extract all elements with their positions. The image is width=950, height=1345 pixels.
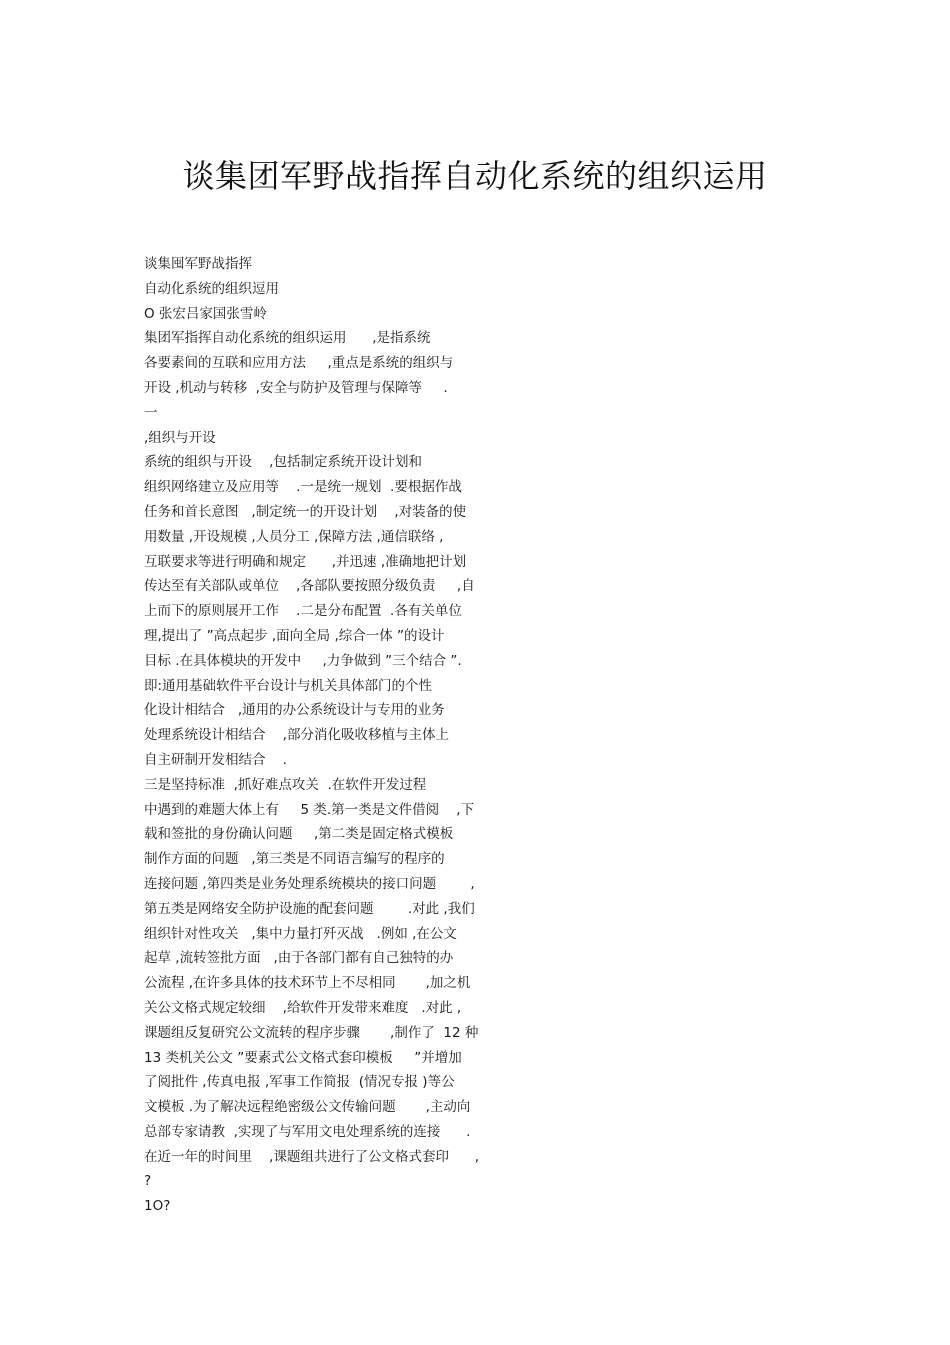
text-line: 制作方面的问题 ,第三类是不同语言编写的程序的 bbox=[144, 851, 445, 868]
text-line: 集团军指挥自动化系统的组织运用 ,是指系统 bbox=[144, 330, 431, 347]
text-line: O 张宏吕家国张雪岭 bbox=[144, 305, 267, 322]
text-line: 中遇到的难题大体上有 5 类.第一类是文件借阅 ,下 bbox=[144, 801, 475, 818]
text-line: 了阅批件 ,传真电报 ,军事工作简报 (情况专报 )等公 bbox=[144, 1074, 455, 1091]
text-line: 化设计相结合 ,通用的办公系统设计与专用的业务 bbox=[144, 702, 445, 719]
text-line: 系统的组织与开设 ,包括制定系统开设计划和 bbox=[144, 454, 422, 471]
text-line: 文模板 .为了解决远程绝密级公文传输问题 ,主动向 bbox=[144, 1099, 471, 1116]
text-line: 用数量 ,开设规模 ,人员分工 ,保障方法 ,通信联络 , bbox=[144, 528, 444, 545]
text-line: 自主研制开发相结合 . bbox=[144, 751, 287, 768]
text-line: 在近一年的时间里 ,课题组共进行了公文格式套印 , bbox=[144, 1148, 479, 1165]
text-line: 谈集囤军野战指挥 bbox=[144, 256, 252, 272]
text-line: 第五类是网络安全防护设施的配套问题 .对此 ,我们 bbox=[144, 900, 475, 917]
text-line: 起草 ,流转签批方面 ,由于各部门都有自己独特的办 bbox=[144, 950, 454, 967]
text-line: 组织网络建立及应用等 .一是统一规划 .要根据作战 bbox=[144, 479, 462, 496]
text-line: 课题组反复研究公文流转的程序步骤 ,制作了 12 种 bbox=[144, 1024, 479, 1041]
text-line: ? bbox=[144, 1173, 152, 1190]
text-line: 自动化系统的组织逗用 bbox=[144, 280, 279, 297]
text-line: 开设 ,机动与转移 ,安全与防护及管理与保障等 . bbox=[144, 379, 448, 396]
text-line: 即:通用基础软件平台设计与机关具体部门的个性 bbox=[144, 677, 433, 694]
text-line: 载和签批的身份确认问题 ,第二类是固定格式模板 bbox=[144, 826, 454, 843]
text-line: 总部专家请教 ,实现了与军用文电处理系统的连接 . bbox=[144, 1123, 471, 1140]
text-line: 一 bbox=[144, 404, 158, 421]
text-line: 传达至有关部队或单位 ,各部队要按照分级负责 ,自 bbox=[144, 578, 475, 595]
text-line: 各要素间的互联和应用方法 ,重点是系统的组织与 bbox=[144, 355, 454, 372]
text-line: 互联要求等进行明确和规定 ,并迅速 ,准确地把计划 bbox=[144, 553, 467, 570]
text-line: 理,提出了 ”高点起步 ,面向全局 ,综合一体 ”的设计 bbox=[144, 627, 445, 644]
article-body bbox=[144, 252, 514, 1219]
text-line: 任务和首长意图 ,制定统一的开设计划 ,对装备的使 bbox=[144, 503, 467, 520]
text-line: ,组织与开设 bbox=[144, 429, 216, 446]
text-line: 13 类机关公文 ”要素式公文格式套印模板 ”并增加 bbox=[144, 1049, 462, 1066]
text-line: 处理系统设计相结合 ,部分消化吸收移植与主体上 bbox=[144, 727, 449, 744]
page-title: 谈集团军野战指挥自动化系统的组织运用 bbox=[182, 157, 768, 195]
text-line: 上而下的原则展开工作 .二是分布配置 .各有关单位 bbox=[144, 603, 462, 620]
text-line: 组织针对性攻关 ,集中力量打歼灭战 .例如 ,在公文 bbox=[144, 925, 457, 942]
text-line: 公流程 ,在许多具体的技术环节上不尽相同 ,加之机 bbox=[144, 975, 471, 992]
text-line: 连接问题 ,第四类是业务处理系统模块的接口问题 , bbox=[144, 875, 475, 892]
text-line: 1O? bbox=[144, 1198, 171, 1215]
text-line: 三是坚持标准 ,抓好难点攻关 .在软件开发过程 bbox=[144, 776, 427, 793]
text-line: 关公文格式规定较细 ,给软件开发带来难度 .对此 , bbox=[144, 999, 462, 1016]
text-line: 目标 .在具体模块的开发中 ,力争做到 ”三个结合 ”. bbox=[144, 652, 462, 669]
